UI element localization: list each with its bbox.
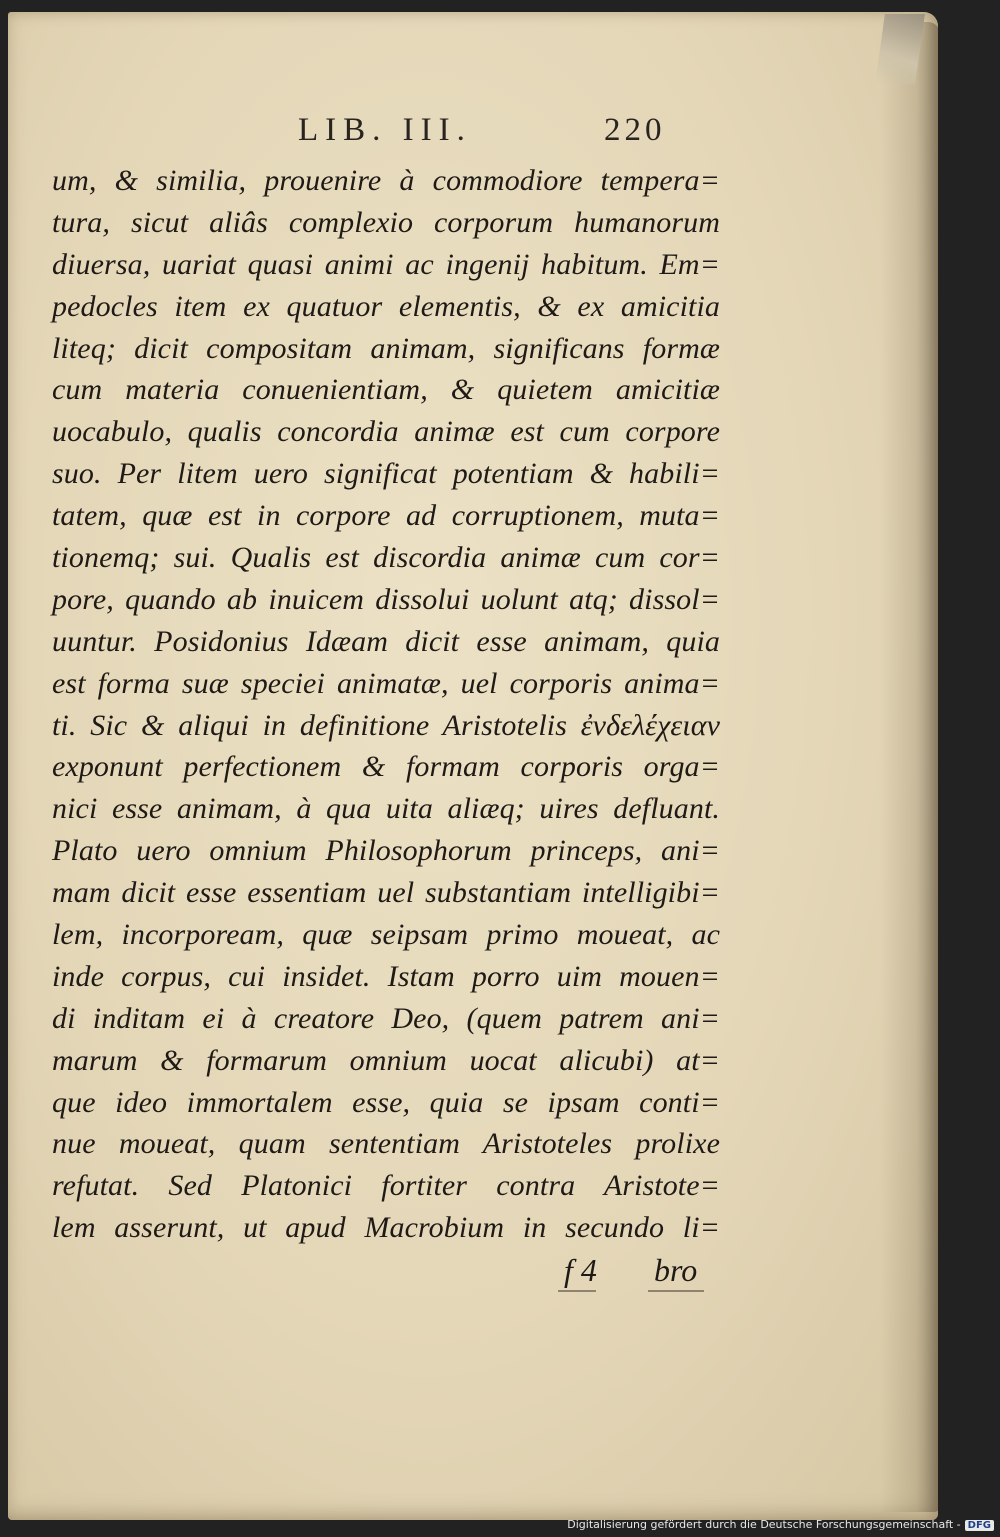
text-line: tura, sicut aliâs complexio corporum humanorum [52,205,720,239]
text-line: que ideo immortalem esse, quia se ipsam conti= [52,1085,720,1119]
text-line: tatem, quæ est in corpore ad corruptionem, muta= [52,499,720,533]
show-through-mark [558,1290,596,1292]
text-line: exponunt perfectionem & formam corporis orga= [52,750,720,784]
text-line: est forma suæ speciei animatæ, uel corporis anima= [52,666,720,700]
text-line: tionemq; sui. Qualis est discordia animæ cum cor= [52,541,720,575]
text-line: lem asserunt, ut apud Macrobium in secundo li= [52,1211,720,1245]
text-line: di inditam ei à creatore Deo, (quem patrem ani= [52,1001,720,1035]
page-edge-shadow [880,22,940,1512]
text-line: pedocles item ex quatuor elementis, & ex amicitia [52,289,720,323]
text-block [52,160,720,1249]
digitization-credit [567,1518,994,1531]
text-line: lem, incorpoream, quæ seipsam primo moueat, ac [52,918,720,952]
text-line: ti. Sic & aliqui in definitione Aristotelis ἐνδελέχειαν [52,708,720,742]
signature-mark: f 4 [564,1252,597,1288]
text-line: nici esse animam, à qua uita aliæq; uires defluant. [52,792,720,826]
text-line: diuersa, uariat quasi animi ac ingenij habitum. Em= [52,247,720,281]
credit-text: Digitalisierung gefördert durch die Deutsche Forschungsgemeinschaft - [567,1518,961,1531]
text-line: refutat. Sed Platonici fortiter contra Aristote= [52,1169,720,1203]
text-line: uocabulo, qualis concordia animæ est cum corpore [52,415,720,449]
text-line: inde corpus, cui insidet. Istam porro uim mouen= [52,959,720,993]
text-line: uuntur. Posidonius Idæam dicit esse animam, quia [52,624,720,658]
dfg-logo: DFG [965,1520,994,1531]
text-line: um, & similia, prouenire à commodiore tempera= [52,164,720,197]
running-head [0,112,1000,152]
page-footer [52,1252,720,1298]
catchword: bro [654,1252,698,1288]
text-line: marum & formarum omnium uocat alicubi) at= [52,1043,720,1077]
text-line: pore, quando ab inuicem dissolui uolunt atq; dissol= [52,582,720,616]
folio-number: 220 [604,112,666,148]
text-line: Plato uero omnium Philosophorum princeps, ani= [52,834,720,868]
show-through-mark [648,1290,704,1292]
text-line: nue moueat, quam sententiam Aristoteles prolixe [52,1127,720,1161]
text-line: mam dicit esse essentiam uel substantiam intelligibi= [52,876,720,910]
text-line: suo. Per litem uero significat potentiam & habili= [52,457,720,491]
text-line: liteq; dicit compositam animam, significans formæ [52,331,720,365]
book-number: LIB. III. [298,112,472,148]
text-line: cum materia conuenientiam, & quietem amicitiæ [52,373,720,407]
